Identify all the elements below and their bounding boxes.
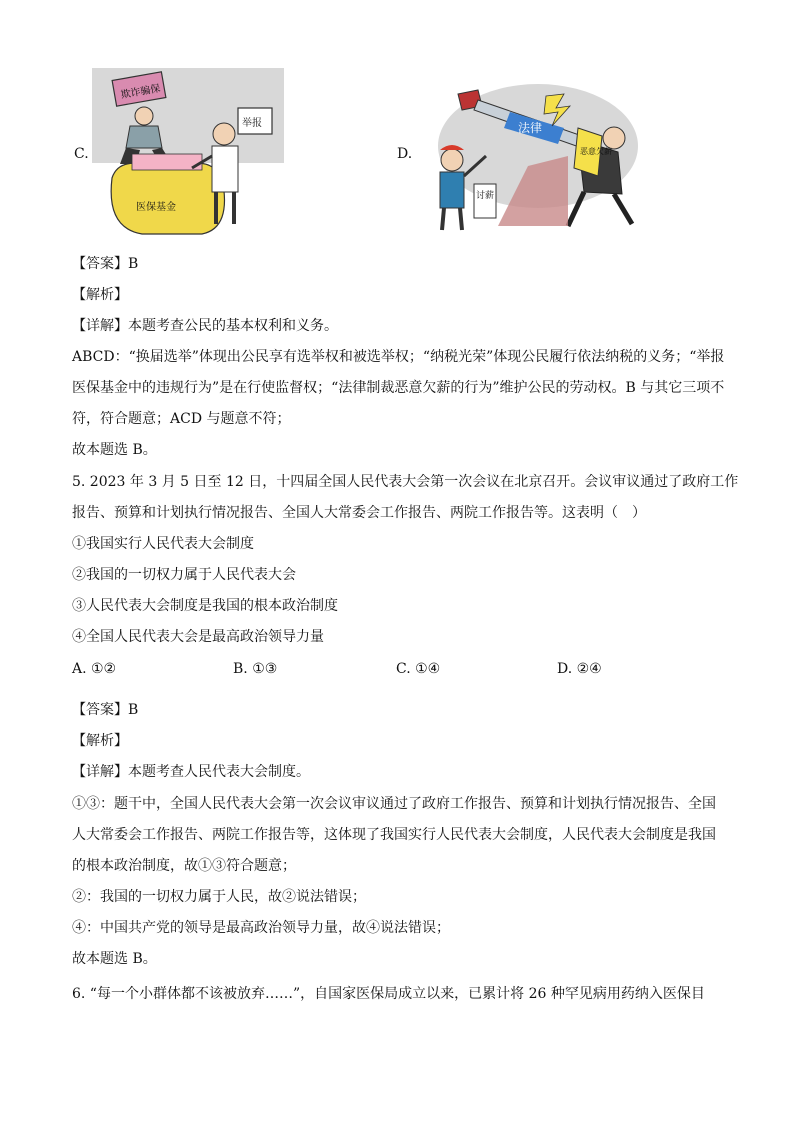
q5-body-line-4: ②：我国的一切权力属于人民，故②说法错误；	[72, 889, 366, 905]
q5-body-line-5: ④：中国共产党的领导是最高政治领导力量，故④说法错误；	[72, 920, 450, 936]
q5-stem-line-2: 报告、预算和计划执行情况报告、全国人大常委会工作报告、两院工作报告等。这表明（ ）	[72, 505, 646, 521]
option-c-label: C.	[74, 146, 89, 162]
fraud-sign-text: 欺诈骗保	[119, 83, 162, 102]
q5-choice-b: B. ①③	[233, 661, 278, 677]
q6-stem-line-1: 6. “每一个小群体都不该被放弃……”，自国家医保局成立以来，已累计将 26 种罕见病用药纳入医保目	[72, 986, 705, 1002]
q5-statement-3: ③人民代表大会制度是我国的根本政治制度	[72, 598, 338, 614]
report-sign-text: 举报	[242, 118, 262, 129]
option-d-label: D.	[397, 146, 413, 162]
q4-conclusion: 故本题选 B。	[72, 442, 157, 458]
report-sign-icon	[238, 108, 272, 134]
malicious-wage-text: 恶意欠薪	[580, 147, 612, 156]
q5-choice-d: D. ②④	[557, 661, 602, 677]
wage-claim-sign-icon	[474, 184, 496, 218]
q4-body-line-3: 符，符合题意；ACD 与题意不符；	[72, 411, 291, 427]
fund-bag-icon	[111, 154, 224, 234]
q5-stem-line-1: 5. 2023 年 3 月 5 日至 12 日，十四届全国人民代表大会第一次会议在北京召开。会议审议通过了政府工作	[72, 474, 739, 490]
q4-answer: 【答案】B	[72, 256, 139, 272]
q5-statement-4: ④全国人民代表大会是最高政治领导力量	[72, 629, 324, 645]
q5-statement-2: ②我国的一切权力属于人民代表大会	[72, 567, 296, 583]
q5-analysis-heading: 【解析】	[72, 733, 128, 749]
q5-conclusion: 故本题选 B。	[72, 951, 157, 967]
fund-bag-text: 医保基金	[136, 202, 176, 213]
q5-detail: 【详解】本题考查人民代表大会制度。	[72, 764, 310, 780]
q4-detail: 【详解】本题考查公民的基本权利和义务。	[72, 318, 338, 334]
q4-body-line-1: ABCD：“换届选举”体现出公民享有选举权和被选举权；“纳税光荣”体现公民履行依法纳税的义务；“举报	[72, 349, 725, 365]
option-c-cartoon	[92, 68, 284, 236]
q5-body-line-1: ①③：题干中，全国人民代表大会第一次会议审议通过了政府工作报告、预算和计划执行情况报告、全国	[72, 796, 716, 812]
option-d-cartoon	[418, 76, 646, 232]
wage-claim-text: 讨薪	[476, 191, 495, 201]
q5-statement-1: ①我国实行人民代表大会制度	[72, 536, 254, 552]
q5-choice-c: C. ①④	[396, 661, 441, 677]
q5-choice-a: A. ①②	[72, 661, 117, 677]
q5-answer: 【答案】B	[72, 702, 139, 718]
q5-body-line-3: 的根本政治制度，故①③符合题意；	[72, 858, 296, 874]
q4-body-line-2: 医保基金中的违规行为”是在行使监督权；“法律制裁恶意欠薪的行为”维护公民的劳动权。B 与其它三项不	[72, 380, 725, 396]
q4-analysis-heading: 【解析】	[72, 287, 128, 303]
law-sword-text: 法律	[518, 121, 543, 135]
q5-body-line-2: 人大常委会工作报告、两院工作报告等，这体现了我国实行人民代表大会制度，人民代表大会制度是我国	[72, 827, 716, 843]
